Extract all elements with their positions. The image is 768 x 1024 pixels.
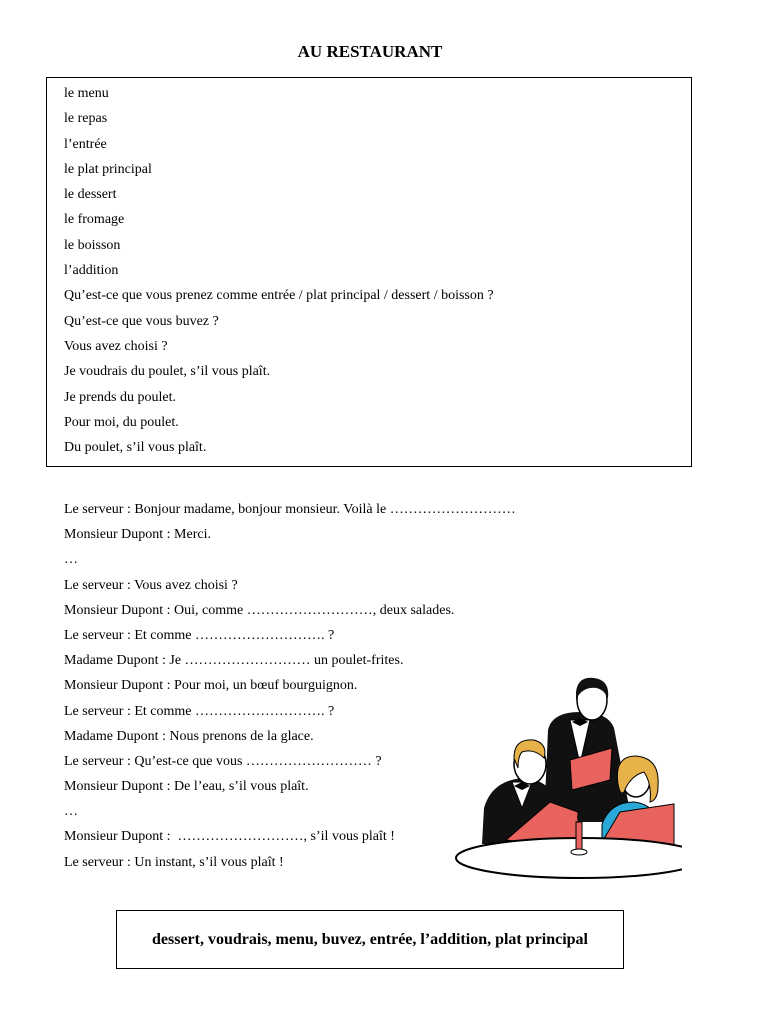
dialogue-line: Le serveur : Vous avez choisi ?: [64, 577, 238, 593]
vocabulary-list: [64, 85, 494, 464]
dialogue-line: Le serveur : Qu’est-ce que vous ……………………… ?: [64, 753, 382, 769]
vocab-item: Du poulet, s’il vous plaît.: [64, 440, 207, 456]
dialogue-line: Le serveur : Un instant, s’il vous plaît !: [64, 854, 284, 870]
vocab-item: le plat principal: [64, 161, 152, 177]
vocab-item: Je voudrais du poulet, s’il vous plaît.: [64, 364, 271, 380]
vocab-item: l’entrée: [64, 136, 107, 152]
dialogue-line: …: [64, 552, 78, 568]
dialogue-line: Monsieur Dupont : De l’eau, s’il vous plaît.: [64, 779, 309, 795]
dialogue-list: [64, 501, 516, 879]
vocab-item: Qu’est-ce que vous buvez ?: [64, 313, 219, 329]
dialogue-line: Le serveur : Et comme ………………………. ?: [64, 703, 335, 719]
vocab-item: le menu: [64, 86, 109, 101]
dialogue-line: Monsieur Dupont : Pour moi, un bœuf bourguignon.: [64, 678, 358, 694]
word-bank-box: [116, 910, 624, 969]
dialogue-line: Monsieur Dupont : Oui, comme ………………………, deux salades.: [64, 602, 455, 618]
dialogue-line: …: [64, 804, 78, 820]
word-bank-text: dessert, voudrais, menu, buvez, entrée, l’addition, plat principal: [151, 930, 588, 948]
vocab-item: le dessert: [64, 187, 117, 203]
vocab-item: Je prends du poulet.: [64, 389, 176, 405]
dialogue-line: Le serveur : Et comme ………………………. ?: [64, 627, 335, 643]
vocab-item: l’addition: [64, 263, 119, 279]
dialogue-line: Le serveur : Bonjour madame, bonjour monsieur. Voilà le ………………………: [64, 502, 516, 517]
vocab-item: le repas: [64, 111, 108, 127]
dialogue-line: Madame Dupont : Nous prenons de la glace.: [64, 728, 314, 744]
vocab-item: le boisson: [64, 237, 121, 253]
dialogue-line: Madame Dupont : Je ……………………… un poulet-frites.: [64, 653, 404, 669]
vocab-item: Qu’est-ce que vous prenez comme entrée / plat principal / dessert / boisson ?: [64, 288, 494, 304]
vocabulary-box: [46, 77, 692, 467]
page-title: AU RESTAURANT: [297, 42, 443, 61]
dialogue-line: Monsieur Dupont : ………………………, s’il vous plaît !: [64, 829, 395, 845]
vocab-item: Vous avez choisi ?: [64, 338, 168, 354]
table: [456, 838, 682, 878]
restaurant-illustration: [452, 672, 682, 882]
dialogue-line: Monsieur Dupont : Merci.: [64, 527, 211, 543]
vocab-item: le fromage: [64, 212, 125, 228]
vocab-item: Pour moi, du poulet.: [64, 414, 179, 430]
